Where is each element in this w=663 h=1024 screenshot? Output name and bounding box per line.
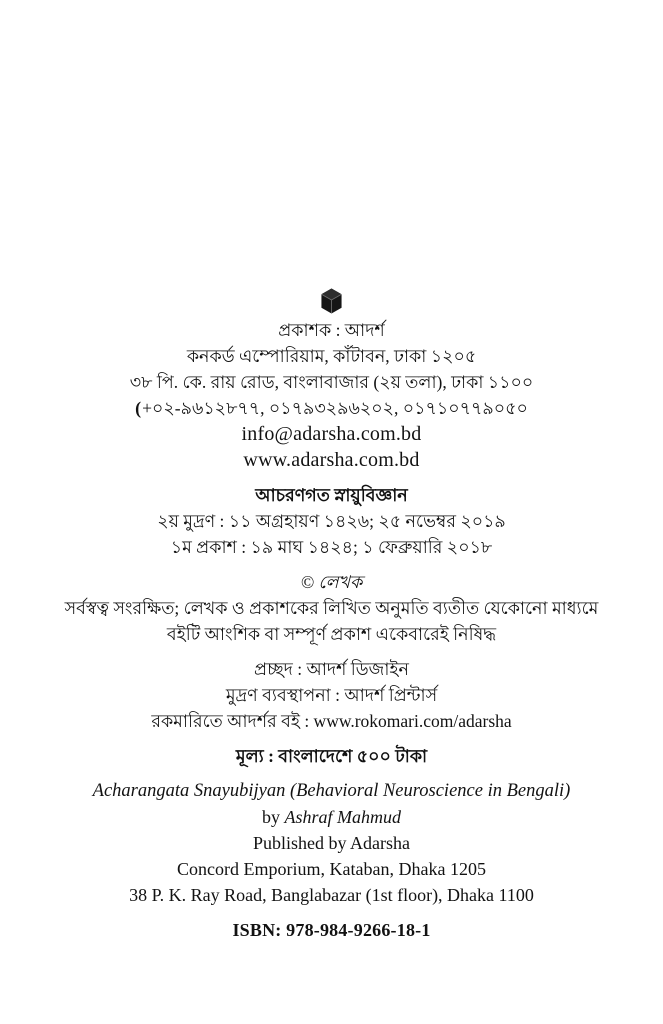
copyright-block [0,569,663,647]
publisher-address-1: কনকর্ড এম্পোরিয়াম, কাঁটাবন, ঢাকা ১২০৫ [186,346,477,366]
second-printing-line: ২য় মুদ্রণ : ১১ অগ্রহায়ণ ১৪২৬; ২৫ নভেম্বর ২০১৯ [157,511,506,531]
edition-block [0,482,663,560]
rokomari-line: রকমারিতে আদর্শর বই : www.rokomari.com/adarsha [151,711,512,731]
author-line [0,804,663,830]
cover-credit-line: প্রচ্ছদ : আদর্শ ডিজাইন [254,659,409,679]
phone-icon: ( [135,398,142,418]
rights-line-1: সর্বস্বত্ব সংরক্ষিত; লেখক ও প্রকাশকের লিখিত অনুমতি ব্যতীত যেকোনো মাধ্যমে [64,598,599,618]
publisher-website: www.adarsha.com.bd [243,449,420,471]
by-prefix: by [262,807,285,827]
copyright-line: © লেখক [300,572,363,592]
price-block [0,743,663,769]
publisher-line: প্রকাশক : আদর্শ [278,320,385,340]
printing-management-line: মুদ্রণ ব্যবস্থাপনা : আদর্শ প্রিন্টার্স [225,685,438,705]
first-publication-line: ১ম প্রকাশ : ১৯ মাঘ ১৪২৪; ১ ফেব্রুয়ারি ২০১৮ [170,537,493,557]
english-address-2: 38 P. K. Ray Road, Banglabazar (1st floor), Dhaka 1100 [129,885,534,905]
english-address-1: Concord Emporium, Kataban, Dhaka 1205 [177,859,486,879]
publisher-email: info@adarsha.com.bd [241,423,422,445]
credits-block [0,656,663,734]
published-by-line: Published by Adarsha [253,833,410,853]
author-name: Ashraf Mahmud [284,807,401,827]
isbn-line: ISBN: 978-984-9266-18-1 [232,920,431,940]
rights-line-2: বইটি আংশিক বা সম্পূর্ণ প্রকাশ একেবারেই নিষিদ্ধ [166,624,497,644]
isbn-block [0,917,663,943]
book-title-english: Acharangata Snayubijyan (Behavioral Neuroscience in Bengali) [92,781,571,801]
book-title-bengali: আচরণগত স্নায়ুবিজ্ঞান [255,485,408,505]
price-line: মূল্য : বাংলাদেশে ৫০০ টাকা [235,746,428,766]
publisher-logo-cube-icon [0,288,663,314]
phone-numbers: +০২-৯৬১২৮৭৭, ০১৭৯৩২৯৬২০২, ০১৭১০৭৭৯০৫০ [142,398,528,418]
publisher-contact-block [0,317,663,473]
english-imprint-block [0,778,663,908]
phone-line [0,395,663,421]
publisher-address-2: ৩৮ পি. কে. রায় রোড, বাংলাবাজার (২য় তলা), ঢাকা ১১০০ [129,372,534,392]
